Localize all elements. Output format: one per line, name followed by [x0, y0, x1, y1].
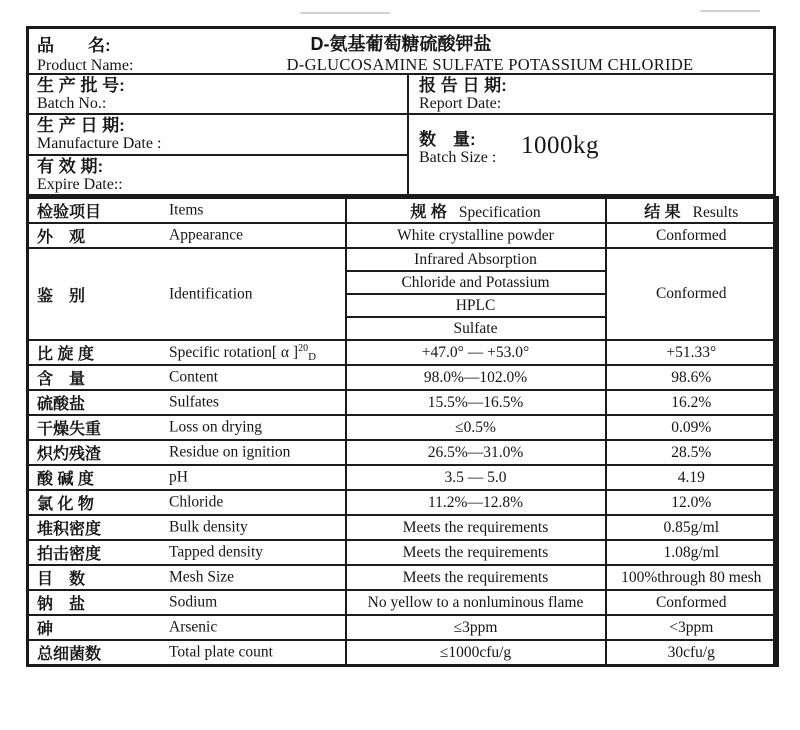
result-value: 100%through 80 mesh: [606, 565, 778, 590]
item-en: pH: [169, 468, 188, 486]
table-row-residue-on-ignition: [28, 440, 778, 465]
item-en: [169, 344, 316, 361]
table-row-identification: [28, 248, 778, 271]
product-name-label-zh: 品 名:: [37, 36, 111, 55]
item-en: Arsenic: [169, 618, 218, 636]
table-row-chloride: [28, 490, 778, 515]
spec-value: ≤0.5%: [346, 415, 606, 440]
header-spec-zh: 规 格: [410, 204, 447, 221]
item-zh: 干燥失重: [37, 421, 102, 438]
spec-value: 3.5 — 5.0: [346, 465, 606, 490]
result-value: 12.0%: [606, 490, 778, 515]
header-items-cell: [28, 198, 346, 224]
table-row-bulk-density: [28, 515, 778, 540]
table-row-loss-on-drying: [28, 415, 778, 440]
item-en: Bulk density: [169, 518, 248, 536]
result-value: Conformed: [606, 248, 778, 340]
header-spec-cell: [346, 198, 606, 224]
item-zh: 酸 碱 度: [37, 471, 94, 488]
batch-report-row: [29, 75, 773, 115]
table-row-sodium: [28, 590, 778, 615]
item-en: Sodium: [169, 593, 218, 611]
item-zh: 鉴 别: [37, 287, 86, 305]
item-zh: 堆积密度: [37, 521, 102, 538]
header-results-en: Results: [692, 204, 739, 221]
result-value: 98.6%: [606, 365, 778, 390]
table-header-row: [28, 198, 778, 224]
header-results-cell: [606, 198, 778, 224]
spec-value: ≤1000cfu/g: [346, 640, 606, 666]
product-name-line-zh: [29, 29, 773, 55]
result-value: Conformed: [606, 590, 778, 615]
table-row-content: [28, 365, 778, 390]
report-date-label-en: Report Date:: [419, 95, 502, 112]
item-zh: 拍击密度: [37, 546, 102, 563]
item-zh: 砷: [37, 621, 54, 638]
result-value: 0.09%: [606, 415, 778, 440]
result-value: 28.5%: [606, 440, 778, 465]
batch-size-cell: [409, 115, 773, 194]
table-row-ph: [28, 465, 778, 490]
item-zh: 总细菌数: [37, 646, 102, 663]
dates-batchsize-row: [29, 115, 773, 196]
report-date-cell: [409, 75, 773, 113]
header-items-zh: 检验项目: [37, 204, 102, 221]
expire-date-label-en: Expire Date::: [37, 176, 123, 193]
item-zh: 含 量: [37, 371, 86, 388]
spec-table: [26, 196, 779, 667]
spec-value: White crystalline powder: [346, 223, 606, 248]
spec-value: HPLC: [346, 294, 606, 317]
item-zh: 硫酸盐: [37, 396, 86, 413]
spec-value: Meets the requirements: [346, 540, 606, 565]
spec-value: Chloride and Potassium: [346, 271, 606, 294]
header-items-en: Items: [169, 201, 204, 219]
item-zh: 外 观: [37, 229, 86, 246]
item-zh: 比 旋 度: [37, 346, 94, 363]
manufacture-date-label-en: Manufacture Date :: [37, 135, 162, 152]
result-value: 0.85g/ml: [606, 515, 778, 540]
table-row-arsenic: [28, 615, 778, 640]
result-value: 16.2%: [606, 390, 778, 415]
spec-value: Meets the requirements: [346, 565, 606, 590]
manufacture-date-label-zh: 生 产 日 期:: [37, 116, 125, 135]
table-row-specific-rotation: [28, 340, 778, 365]
spec-value: No yellow to a nonluminous flame: [346, 590, 606, 615]
item-en-sub: D: [308, 350, 317, 363]
item-zh: 炽灼残渣: [37, 446, 102, 463]
item-en: Appearance: [169, 226, 244, 244]
table-row-tapped-density: [28, 540, 778, 565]
result-value: Conformed: [606, 223, 778, 248]
spec-value: Infrared Absorption: [346, 248, 606, 271]
product-name-value-zh: D-氨基葡萄糖硫酸钾盐: [310, 34, 492, 54]
item-en: Chloride: [169, 493, 224, 511]
scan-artifact: [700, 10, 760, 12]
item-zh: 氯 化 物: [37, 496, 94, 513]
product-name-label-en: Product Name:: [37, 57, 134, 74]
item-en: Residue on ignition: [169, 443, 291, 461]
product-name-row: [29, 29, 773, 75]
table-row-mesh-size: [28, 565, 778, 590]
scan-artifact: [300, 12, 390, 14]
spec-value: 15.5%—16.5%: [346, 390, 606, 415]
batch-size-labels: [419, 130, 496, 167]
batch-no-label-zh: 生 产 批 号:: [37, 76, 125, 95]
item-en: Tapped density: [169, 543, 264, 561]
spec-value: 26.5%—31.0%: [346, 440, 606, 465]
item-en: Content: [169, 368, 219, 386]
product-name-value-en: D-GLUCOSAMINE SULFATE POTASSIUM CHLORIDE: [286, 55, 694, 74]
item-en-base: Specific rotation[ α ]: [169, 343, 299, 361]
coa-sheet: [26, 26, 776, 667]
dates-column: [29, 115, 409, 194]
item-en: Identification: [169, 285, 253, 302]
item-en-sup: 20: [298, 342, 309, 354]
spec-value: 98.0%—102.0%: [346, 365, 606, 390]
item-zh: 钠 盐: [37, 596, 86, 613]
result-value: <3ppm: [606, 615, 778, 640]
header-results-zh: 结 果: [644, 204, 681, 221]
spec-value: Sulfate: [346, 317, 606, 340]
report-date-label-zh: 报 告 日 期:: [419, 76, 507, 95]
item-en: Loss on drying: [169, 418, 262, 436]
table-row-appearance: [28, 223, 778, 248]
result-value: 30cfu/g: [606, 640, 778, 666]
item-zh: 目 数: [37, 571, 86, 588]
spec-value: +47.0° — +53.0°: [346, 340, 606, 365]
manufacture-date-cell: [29, 115, 407, 156]
batch-no-label-en: Batch No.:: [37, 95, 107, 112]
spec-value: ≤3ppm: [346, 615, 606, 640]
expire-date-cell: [29, 156, 407, 194]
batch-no-cell: [29, 75, 409, 113]
item-en: Total plate count: [169, 643, 273, 661]
expire-date-label-zh: 有 效 期:: [37, 157, 104, 176]
table-row-sulfates: [28, 390, 778, 415]
batch-size-label-en: Batch Size :: [419, 149, 497, 166]
table-row-total-plate-count: [28, 640, 778, 666]
batch-size-label-zh: 数 量:: [419, 130, 476, 149]
spec-value: 11.2%—12.8%: [346, 490, 606, 515]
result-value: +51.33°: [606, 340, 778, 365]
spec-value: Meets the requirements: [346, 515, 606, 540]
batch-size-value: 1000kg: [521, 132, 599, 159]
result-value: 4.19: [606, 465, 778, 490]
item-en: Sulfates: [169, 393, 219, 411]
header-spec-en: Specification: [458, 204, 541, 221]
item-en: Mesh Size: [169, 568, 235, 586]
result-value: 1.08g/ml: [606, 540, 778, 565]
